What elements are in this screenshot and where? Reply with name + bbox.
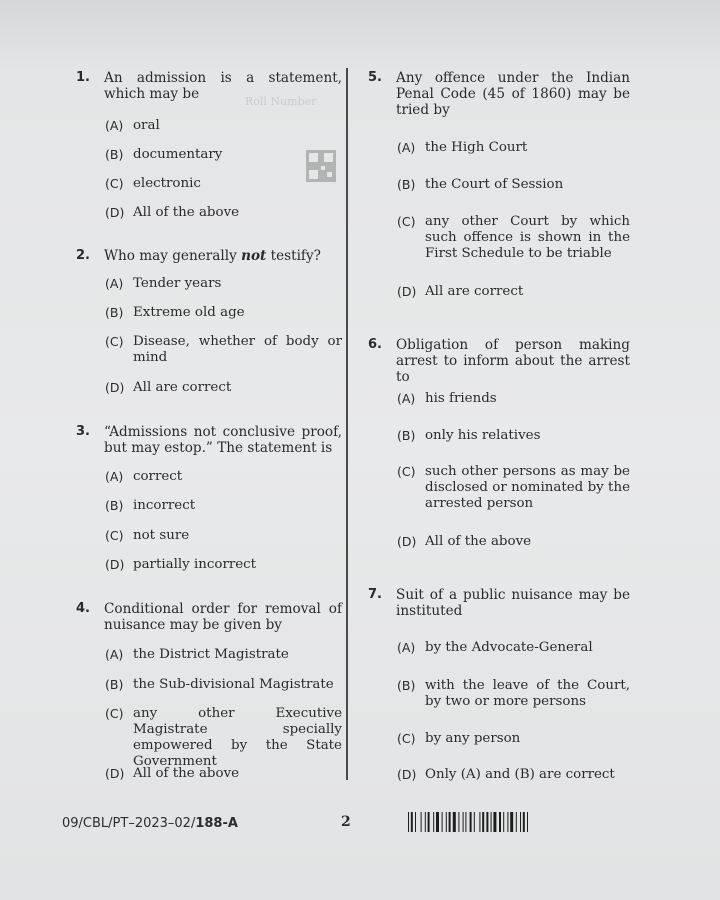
page-number: 2: [341, 814, 351, 830]
option-6b: [397, 428, 630, 444]
option-text: with the leave of the Court, by two or more persons: [425, 678, 630, 709]
option-4c: [105, 706, 342, 770]
option-label: (C): [105, 528, 124, 543]
option-2b: [105, 305, 342, 321]
option-6c: [397, 464, 630, 512]
option-7c: [397, 731, 630, 747]
barcode-icon: [408, 812, 576, 832]
option-label: (D): [105, 205, 125, 220]
option-label: (B): [105, 498, 124, 513]
option-text: the Sub-divisional Magistrate: [133, 677, 334, 692]
option-text: Tender years: [133, 276, 222, 291]
question-text: An admission is a statement, which may be: [104, 70, 342, 102]
option-label: (D): [105, 557, 125, 572]
option-1a: [105, 118, 342, 134]
question-text: Any offence under the Indian Penal Code (45 of 1860) may be tried by: [396, 70, 630, 118]
option-text: All of the above: [425, 534, 532, 549]
question-text: [104, 248, 342, 264]
option-7a: [397, 640, 630, 656]
question-5: [368, 70, 630, 118]
option-2a: [105, 276, 342, 292]
option-label: (D): [105, 766, 125, 781]
question-text-part: testify?: [266, 248, 321, 264]
question-2: [76, 248, 342, 264]
option-text: only his relatives: [425, 428, 541, 443]
question-text: Conditional order for removal of nuisance may be given by: [104, 601, 342, 633]
option-label: (D): [397, 767, 417, 782]
option-4b: [105, 677, 342, 693]
option-label: (B): [105, 677, 124, 692]
option-text: by the Advocate-General: [425, 640, 593, 655]
option-label: (C): [105, 706, 124, 721]
option-label: (A): [105, 118, 124, 133]
option-label: (A): [105, 647, 124, 662]
option-4d: [105, 766, 342, 782]
option-5d: [397, 284, 630, 300]
paper-code: [62, 816, 238, 831]
question-number: 1.: [76, 70, 90, 85]
question-7: [368, 587, 630, 619]
option-text: such other persons as may be disclosed or nominated by the arrested person: [425, 464, 630, 511]
option-label: (C): [105, 176, 124, 191]
emphasis-text: not: [241, 248, 267, 264]
question-text-part: Who may generally: [104, 248, 242, 264]
column-divider: [346, 68, 348, 780]
option-label: (C): [397, 214, 416, 229]
option-text: his friends: [425, 391, 497, 406]
question-3: [76, 424, 342, 456]
option-text: Only (A) and (B) are correct: [425, 767, 615, 782]
option-text: Extreme old age: [133, 305, 245, 320]
option-text: All are correct: [133, 380, 232, 395]
question-1: [76, 70, 342, 102]
option-4a: [105, 647, 342, 663]
option-5a: [397, 140, 630, 156]
option-text: All of the above: [133, 205, 240, 220]
question-text: Suit of a public nuisance may be instituted: [396, 587, 630, 619]
paper-code-series: 188-A: [195, 816, 238, 831]
question-number: 7.: [368, 587, 382, 602]
option-text: Disease, whether of body or mind: [133, 334, 342, 365]
option-label: (C): [397, 464, 416, 479]
option-label: (B): [105, 147, 124, 162]
option-text: by any person: [425, 731, 521, 746]
option-1c: [105, 176, 342, 192]
option-text: any other Court by which such offence is shown in the First Schedule to be triable: [425, 214, 630, 261]
option-5c: [397, 214, 630, 262]
option-2c: [105, 334, 342, 366]
option-3c: [105, 528, 342, 544]
question-number: 2.: [76, 248, 90, 263]
question-4: [76, 601, 342, 633]
option-7b: [397, 678, 630, 710]
option-3d: [105, 557, 342, 573]
option-1d: [105, 205, 342, 221]
option-text: any other Executive Magistrate specially empowered by the State Government: [133, 706, 342, 769]
option-3a: [105, 469, 342, 485]
option-7d: [397, 767, 630, 783]
question-number: 4.: [76, 601, 90, 616]
option-text: All of the above: [133, 766, 240, 781]
option-label: (A): [397, 140, 416, 155]
option-6a: [397, 391, 630, 407]
option-label: (B): [105, 305, 124, 320]
option-label: (D): [105, 380, 125, 395]
option-label: (B): [397, 678, 416, 693]
option-label: (A): [397, 640, 416, 655]
option-label: (C): [397, 731, 416, 746]
question-6: [368, 337, 630, 385]
option-1b: [105, 147, 342, 163]
option-label: (C): [105, 334, 124, 349]
option-label: (B): [397, 428, 416, 443]
option-label: (D): [397, 284, 417, 299]
option-3b: [105, 498, 342, 514]
option-text: incorrect: [133, 498, 196, 513]
option-text: oral: [133, 118, 160, 133]
option-text: electronic: [133, 176, 201, 191]
option-5b: [397, 177, 630, 193]
question-text: “Admissions not conclusive proof, but may estop.” The statement is: [104, 424, 342, 456]
option-label: (B): [397, 177, 416, 192]
option-text: partially incorrect: [133, 557, 257, 572]
option-text: the Court of Session: [425, 177, 564, 192]
option-label: (D): [397, 534, 417, 549]
option-text: the High Court: [425, 140, 528, 155]
option-text: All are correct: [425, 284, 524, 299]
option-label: (A): [105, 276, 124, 291]
bleed-through-text: Roll Number: [245, 95, 317, 108]
option-text: not sure: [133, 528, 190, 543]
option-6d: [397, 534, 630, 550]
option-label: (A): [397, 391, 416, 406]
option-label: (A): [105, 469, 124, 484]
question-number: 5.: [368, 70, 382, 85]
question-text: Obligation of person making arrest to inform about the arrest to: [396, 337, 630, 385]
option-text: the District Magistrate: [133, 647, 289, 662]
paper-code-prefix: 09/CBL/PT–2023–02/: [62, 816, 196, 831]
option-2d: [105, 380, 342, 396]
question-number: 3.: [76, 424, 90, 439]
question-number: 6.: [368, 337, 382, 352]
option-text: correct: [133, 469, 183, 484]
option-text: documentary: [133, 147, 223, 162]
